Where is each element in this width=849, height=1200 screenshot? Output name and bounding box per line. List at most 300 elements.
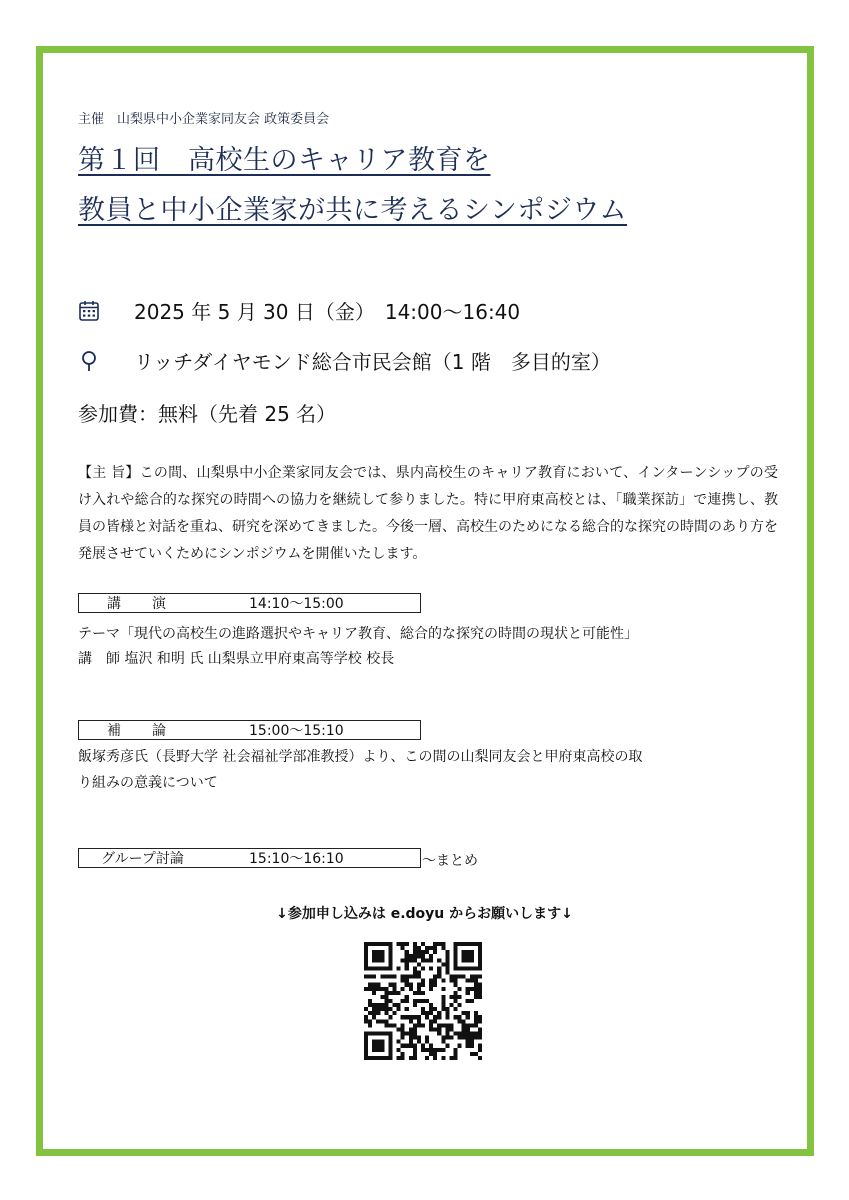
- qr-module: [445, 1027, 449, 1031]
- qr-module: [401, 1052, 405, 1056]
- qr-module: [392, 1011, 396, 1015]
- title-line-1: 第１回 高校生のキャリア教育を: [78, 145, 491, 176]
- qr-module: [376, 958, 380, 962]
- qr-module: [421, 979, 425, 983]
- qr-module: [478, 983, 482, 987]
- qr-module: [368, 1011, 372, 1015]
- qr-module: [388, 983, 392, 987]
- qr-module: [392, 1023, 396, 1027]
- qr-module: [384, 1023, 388, 1027]
- qr-module: [364, 942, 368, 946]
- qr-module: [433, 1056, 437, 1060]
- qr-module: [445, 1044, 449, 1048]
- qr-module: [433, 942, 437, 946]
- qr-module: [421, 999, 425, 1003]
- qr-module: [401, 999, 405, 1003]
- qr-module: [417, 987, 421, 991]
- qr-module: [392, 991, 396, 995]
- qr-module: [413, 1027, 417, 1031]
- qr-module: [376, 1003, 380, 1007]
- supplement-box: [78, 720, 421, 740]
- qr-module: [376, 1048, 380, 1052]
- qr-module: [433, 1007, 437, 1011]
- qr-module: [466, 1015, 470, 1019]
- qr-module: [429, 1044, 433, 1048]
- qr-module: [466, 1036, 470, 1040]
- qr-module: [384, 1019, 388, 1023]
- qr-module: [474, 966, 478, 970]
- qr-module: [449, 1003, 453, 1007]
- qr-module: [449, 995, 453, 999]
- qr-module: [458, 995, 462, 999]
- qr-module: [462, 1011, 466, 1015]
- qr-module: [433, 1015, 437, 1019]
- qr-module: [421, 983, 425, 987]
- event-date-row: [78, 296, 520, 325]
- qr-module: [429, 979, 433, 983]
- qr-module: [470, 958, 474, 962]
- qr-module: [462, 954, 466, 958]
- qr-module: [413, 999, 417, 1003]
- qr-module: [433, 1048, 437, 1052]
- qr-module: [413, 1036, 417, 1040]
- qr-module: [409, 987, 413, 991]
- qr-module: [445, 966, 449, 970]
- qr-module: [405, 1015, 409, 1019]
- qr-module: [413, 942, 417, 946]
- qr-module: [437, 970, 441, 974]
- qr-module: [401, 975, 405, 979]
- qr-module: [441, 999, 445, 1003]
- qr-module: [368, 1032, 372, 1036]
- qr-module: [437, 1011, 441, 1015]
- qr-module: [364, 962, 368, 966]
- qr-module: [372, 975, 376, 979]
- qr-module: [413, 991, 417, 995]
- qr-module: [474, 1023, 478, 1027]
- qr-module: [417, 983, 421, 987]
- qr-module: [384, 991, 388, 995]
- qr-module: [401, 1056, 405, 1060]
- qr-module: [429, 1011, 433, 1015]
- qr-module: [417, 970, 421, 974]
- qr-module: [458, 1032, 462, 1036]
- qr-module: [445, 1011, 449, 1015]
- qr-module: [466, 987, 470, 991]
- qr-module: [380, 995, 384, 999]
- qr-module: [364, 966, 368, 970]
- qr-module: [466, 991, 470, 995]
- qr-module: [413, 954, 417, 958]
- qr-module: [388, 1048, 392, 1052]
- qr-module: [384, 1032, 388, 1036]
- lecture-box: [78, 593, 421, 613]
- qr-module: [401, 1032, 405, 1036]
- qr-module: [429, 1052, 433, 1056]
- qr-module: [376, 954, 380, 958]
- lecture-label: 講 演: [107, 596, 167, 612]
- qr-module: [454, 975, 458, 979]
- qr-module: [474, 942, 478, 946]
- qr-module: [466, 1044, 470, 1048]
- qr-module: [368, 1019, 372, 1023]
- group-discussion-box: [78, 848, 421, 868]
- qr-module: [392, 983, 396, 987]
- qr-module: [413, 1015, 417, 1019]
- qr-module: [368, 1003, 372, 1007]
- qr-module: [405, 1007, 409, 1011]
- lecture-theme: テーマ「現代の高校生の進路選択やキャリア教育、総合的な探究の時間の現状と可能性」: [78, 626, 638, 642]
- qr-module: [449, 1027, 453, 1031]
- qr-module: [388, 1023, 392, 1027]
- purpose-text: 【主 旨】この間、山梨県中小企業家同友会では、県内高校生のキャリア教育において、インターンシップの受け入れや総合的な探究の時間への協力を継続して参りました。特に甲府東高校とは、「職業探訪」で連携し、教員の皆様と対話を重ね、研究を深めてきました。今後一層、高校生のためになる総合的な探究の時間のあり方を発展させていくためにシンポジウムを開催いたします。: [78, 465, 778, 562]
- qr-module: [380, 942, 384, 946]
- qr-module: [433, 1052, 437, 1056]
- qr-module: [454, 958, 458, 962]
- qr-module: [425, 1015, 429, 1019]
- qr-module: [388, 950, 392, 954]
- qr-module: [454, 950, 458, 954]
- qr-module: [445, 954, 449, 958]
- qr-module: [417, 962, 421, 966]
- qr-module: [380, 958, 384, 962]
- qr-module: [462, 958, 466, 962]
- qr-module: [401, 1044, 405, 1048]
- qr-module: [441, 1007, 445, 1011]
- qr-module: [388, 958, 392, 962]
- qr-module: [405, 950, 409, 954]
- qr-module: [445, 950, 449, 954]
- qr-module: [401, 1027, 405, 1031]
- qr-module: [429, 983, 433, 987]
- qr-module: [429, 1003, 433, 1007]
- qr-module: [364, 975, 368, 979]
- qr-module: [380, 966, 384, 970]
- qr-module: [413, 975, 417, 979]
- qr-module: [388, 966, 392, 970]
- qr-module: [372, 1044, 376, 1048]
- qr-module: [445, 1007, 449, 1011]
- qr-module: [417, 1023, 421, 1027]
- event-venue: リッチダイヤモンド総合市民会館（1 階 多目的室）: [134, 350, 611, 374]
- qr-module: [397, 942, 401, 946]
- qr-module: [397, 1048, 401, 1052]
- qr-module: [417, 1036, 421, 1040]
- qr-module: [478, 1032, 482, 1036]
- qr-module: [470, 1023, 474, 1027]
- qr-module: [433, 1019, 437, 1023]
- qr-module: [462, 1023, 466, 1027]
- qr-module: [470, 979, 474, 983]
- qr-module: [405, 942, 409, 946]
- qr-module: [368, 987, 372, 991]
- qr-module: [384, 966, 388, 970]
- qr-module: [388, 1007, 392, 1011]
- qr-module: [425, 1040, 429, 1044]
- location-pin-icon: [78, 350, 100, 372]
- qr-module: [454, 1056, 458, 1060]
- qr-module: [466, 1032, 470, 1036]
- qr-module: [413, 958, 417, 962]
- qr-module: [409, 954, 413, 958]
- qr-module: [376, 1019, 380, 1023]
- qr-module: [470, 975, 474, 979]
- qr-module: [372, 1056, 376, 1060]
- qr-module: [421, 950, 425, 954]
- qr-module: [474, 1011, 478, 1015]
- qr-module: [445, 958, 449, 962]
- qr-module: [454, 966, 458, 970]
- qr-module: [413, 950, 417, 954]
- qr-module: [372, 966, 376, 970]
- qr-module: [384, 1003, 388, 1007]
- qr-module: [470, 966, 474, 970]
- qr-module: [388, 1040, 392, 1044]
- qr-module: [441, 946, 445, 950]
- qr-module: [478, 1036, 482, 1040]
- qr-module: [478, 991, 482, 995]
- qr-module: [441, 1036, 445, 1040]
- qr-module: [413, 1044, 417, 1048]
- participation-fee: 参加費：無料（先着 25 名）: [78, 402, 337, 426]
- qr-module: [409, 1044, 413, 1048]
- qr-module: [478, 1015, 482, 1019]
- qr-module: [441, 942, 445, 946]
- qr-module: [392, 1003, 396, 1007]
- qr-module: [466, 979, 470, 983]
- qr-module: [409, 1036, 413, 1040]
- qr-module: [458, 1015, 462, 1019]
- qr-module: [417, 950, 421, 954]
- qr-module: [462, 1019, 466, 1023]
- qr-module: [368, 942, 372, 946]
- qr-module: [384, 975, 388, 979]
- qr-module: [388, 1044, 392, 1048]
- qr-module: [401, 946, 405, 950]
- qr-module: [454, 1015, 458, 1019]
- qr-module: [429, 954, 433, 958]
- supplement-text-1: 飯塚秀彦氏（長野大学 社会福祉学部准教授）より、この間の山梨同友会と甲府東高校の取: [78, 749, 643, 765]
- qr-module: [384, 1011, 388, 1015]
- supplement-label: 補 論: [107, 723, 167, 739]
- qr-module: [380, 1040, 384, 1044]
- qr-module: [401, 1036, 405, 1040]
- qr-module: [425, 1036, 429, 1040]
- qr-module: [364, 954, 368, 958]
- qr-module: [429, 1007, 433, 1011]
- qr-module: [376, 966, 380, 970]
- qr-module: [409, 1056, 413, 1060]
- qr-module: [372, 950, 376, 954]
- qr-module: [417, 991, 421, 995]
- supplement-time: 15:00～15:10: [249, 723, 344, 739]
- qr-module: [380, 1019, 384, 1023]
- qr-module: [376, 1007, 380, 1011]
- qr-module: [429, 1048, 433, 1052]
- qr-module: [413, 1052, 417, 1056]
- qr-module: [364, 950, 368, 954]
- qr-module: [454, 1032, 458, 1036]
- group-discussion-time: 15:10～16:10: [249, 851, 344, 867]
- qr-module: [441, 1003, 445, 1007]
- qr-module: [429, 958, 433, 962]
- qr-module: [384, 1056, 388, 1060]
- qr-module: [364, 1056, 368, 1060]
- qr-code[interactable]: [364, 942, 482, 1060]
- qr-module: [429, 987, 433, 991]
- qr-module: [372, 942, 376, 946]
- qr-module: [376, 987, 380, 991]
- qr-module: [441, 1056, 445, 1060]
- qr-module: [392, 975, 396, 979]
- qr-module: [413, 1048, 417, 1052]
- group-discussion-label: グループ討論: [101, 851, 184, 867]
- qr-module: [380, 1032, 384, 1036]
- qr-module: [470, 999, 474, 1003]
- qr-module: [454, 991, 458, 995]
- qr-module: [364, 1052, 368, 1056]
- qr-module: [466, 999, 470, 1003]
- qr-module: [478, 987, 482, 991]
- qr-module: [462, 966, 466, 970]
- qr-module: [380, 1007, 384, 1011]
- qr-module: [466, 954, 470, 958]
- qr-module: [458, 1036, 462, 1040]
- qr-module: [474, 979, 478, 983]
- qr-module: [372, 983, 376, 987]
- qr-module: [409, 1019, 413, 1023]
- qr-module: [429, 946, 433, 950]
- qr-module: [441, 987, 445, 991]
- qr-module: [478, 1027, 482, 1031]
- qr-module: [380, 1003, 384, 1007]
- qr-module: [376, 1032, 380, 1036]
- qr-module: [409, 1040, 413, 1044]
- qr-module: [368, 1023, 372, 1027]
- qr-module: [458, 966, 462, 970]
- qr-module: [445, 970, 449, 974]
- qr-module: [388, 942, 392, 946]
- qr-module: [458, 942, 462, 946]
- qr-module: [409, 1032, 413, 1036]
- qr-module: [405, 954, 409, 958]
- qr-module: [441, 995, 445, 999]
- qr-module: [470, 1040, 474, 1044]
- qr-module: [445, 962, 449, 966]
- qr-module: [474, 1019, 478, 1023]
- qr-module: [458, 975, 462, 979]
- qr-module: [449, 1036, 453, 1040]
- qr-module: [364, 958, 368, 962]
- qr-module: [466, 966, 470, 970]
- qr-module: [466, 1040, 470, 1044]
- qr-module: [466, 1011, 470, 1015]
- qr-module: [470, 942, 474, 946]
- qr-module: [364, 1040, 368, 1044]
- qr-module: [437, 966, 441, 970]
- qr-module: [368, 999, 372, 1003]
- qr-module: [417, 954, 421, 958]
- qr-module: [384, 987, 388, 991]
- qr-module: [454, 1052, 458, 1056]
- qr-module: [449, 975, 453, 979]
- qr-module: [380, 954, 384, 958]
- qr-module: [454, 1048, 458, 1052]
- qr-module: [425, 999, 429, 1003]
- qr-module: [405, 979, 409, 983]
- qr-module: [478, 1048, 482, 1052]
- qr-module: [397, 1027, 401, 1031]
- qr-module: [437, 1048, 441, 1052]
- qr-module: [433, 1027, 437, 1031]
- qr-module: [417, 1040, 421, 1044]
- qr-module: [405, 983, 409, 987]
- qr-module: [458, 987, 462, 991]
- qr-module: [474, 991, 478, 995]
- qr-module: [470, 954, 474, 958]
- qr-module: [388, 1032, 392, 1036]
- qr-module: [454, 942, 458, 946]
- qr-module: [454, 983, 458, 987]
- qr-module: [454, 954, 458, 958]
- qr-module: [397, 1007, 401, 1011]
- qr-module: [413, 1023, 417, 1027]
- qr-module: [421, 1044, 425, 1048]
- qr-module: [421, 942, 425, 946]
- qr-module: [405, 1032, 409, 1036]
- qr-module: [454, 999, 458, 1003]
- qr-module: [437, 958, 441, 962]
- qr-module: [388, 946, 392, 950]
- qr-module: [429, 1027, 433, 1031]
- qr-module: [466, 958, 470, 962]
- event-date: 2025 年 5 月 30 日（金） 14:00～16:40: [134, 300, 521, 324]
- qr-module: [388, 975, 392, 979]
- qr-module: [454, 979, 458, 983]
- qr-module: [397, 991, 401, 995]
- event-venue-row: [78, 346, 611, 375]
- qr-module: [462, 950, 466, 954]
- qr-module: [470, 1036, 474, 1040]
- qr-module: [441, 979, 445, 983]
- qr-module: [421, 1011, 425, 1015]
- qr-module: [425, 946, 429, 950]
- qr-module: [372, 958, 376, 962]
- qr-module: [478, 954, 482, 958]
- qr-module: [437, 1023, 441, 1027]
- qr-module: [478, 1044, 482, 1048]
- qr-module: [433, 983, 437, 987]
- title-line-2: 教員と中小企業家が共に考えるシンポジウム: [78, 195, 628, 226]
- qr-module: [401, 958, 405, 962]
- qr-module: [388, 999, 392, 1003]
- qr-module: [417, 946, 421, 950]
- qr-module: [413, 1056, 417, 1060]
- qr-module: [380, 1056, 384, 1060]
- qr-module: [380, 987, 384, 991]
- qr-module: [474, 1052, 478, 1056]
- qr-module: [409, 1027, 413, 1031]
- qr-module: [441, 1023, 445, 1027]
- qr-module: [409, 983, 413, 987]
- qr-module: [478, 1056, 482, 1060]
- qr-module: [478, 942, 482, 946]
- qr-module: [458, 1003, 462, 1007]
- qr-module: [425, 958, 429, 962]
- qr-module: [478, 946, 482, 950]
- qr-module: [372, 1007, 376, 1011]
- qr-module: [405, 1044, 409, 1048]
